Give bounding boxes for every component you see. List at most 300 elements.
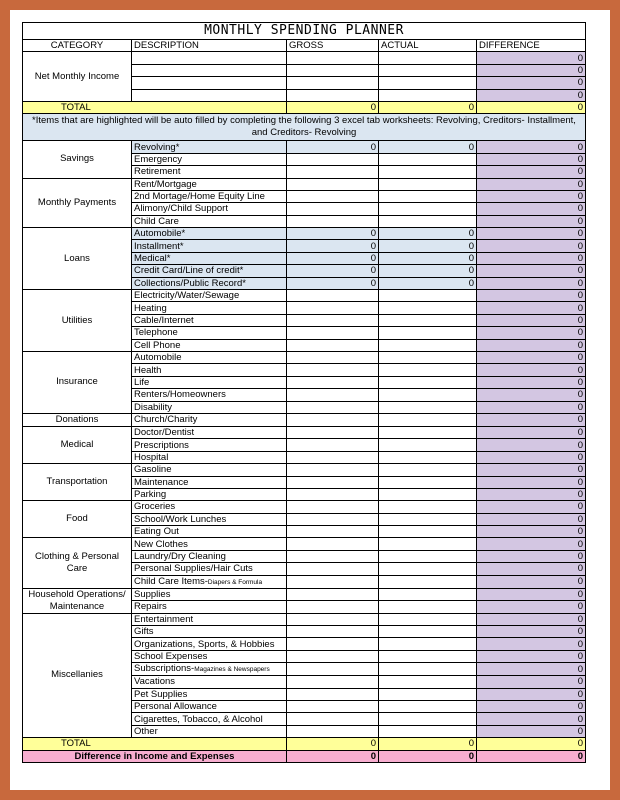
- item-label: Pet Supplies: [134, 688, 188, 700]
- item-label: Cigarettes, Tobacco, & Alcohol: [134, 713, 263, 725]
- expense-row: [23, 588, 586, 601]
- item-actual[interactable]: [379, 426, 477, 438]
- item-description: [132, 203, 287, 215]
- income-row: [23, 52, 586, 64]
- item-description: [132, 700, 287, 712]
- item-difference: 0: [477, 339, 586, 351]
- item-gross[interactable]: [287, 327, 379, 339]
- item-gross[interactable]: [287, 601, 379, 614]
- item-gross[interactable]: [287, 550, 379, 562]
- expense-total-difference: 0: [477, 738, 586, 750]
- income-total-actual: 0: [379, 101, 477, 113]
- income-description-cell[interactable]: [132, 52, 287, 64]
- item-gross[interactable]: [287, 488, 379, 500]
- header-category: CATEGORY: [23, 40, 132, 52]
- item-difference: 0: [477, 178, 586, 190]
- item-description: [132, 277, 287, 289]
- item-gross[interactable]: [287, 700, 379, 712]
- item-description: [132, 688, 287, 700]
- item-difference: 0: [477, 588, 586, 601]
- item-difference: 0: [477, 439, 586, 451]
- item-description: [132, 376, 287, 388]
- item-gross[interactable]: [287, 215, 379, 227]
- item-actual[interactable]: [379, 351, 477, 363]
- item-actual[interactable]: [379, 290, 477, 302]
- header-row: [23, 40, 586, 52]
- item-difference: 0: [477, 676, 586, 688]
- item-description: [132, 228, 287, 240]
- item-actual: 0: [379, 240, 477, 252]
- item-difference: 0: [477, 464, 586, 476]
- item-difference: 0: [477, 526, 586, 538]
- item-gross[interactable]: [287, 588, 379, 601]
- item-gross[interactable]: [287, 650, 379, 662]
- item-gross: 0: [287, 265, 379, 277]
- item-actual[interactable]: [379, 215, 477, 227]
- item-gross[interactable]: [287, 464, 379, 476]
- item-label: Hospital: [134, 451, 169, 463]
- item-actual[interactable]: [379, 376, 477, 388]
- item-gross: 0: [287, 240, 379, 252]
- item-label: Automobile: [134, 352, 182, 364]
- item-difference: 0: [477, 252, 586, 264]
- item-label: Repairs: [134, 601, 167, 613]
- item-description: [132, 364, 287, 376]
- item-difference: 0: [477, 513, 586, 525]
- category-label: Utilities: [23, 290, 132, 352]
- item-actual: 0: [379, 265, 477, 277]
- header-description: DESCRIPTION: [132, 40, 287, 52]
- expense-rows: [23, 141, 586, 738]
- item-actual[interactable]: [379, 364, 477, 376]
- item-label: Church/Charity: [134, 414, 198, 426]
- item-label: Credit Card/Line of credit*: [134, 265, 244, 277]
- item-gross[interactable]: [287, 513, 379, 525]
- item-difference: 0: [477, 215, 586, 227]
- item-difference: 0: [477, 700, 586, 712]
- item-label: Maintenance: [134, 476, 189, 488]
- category-label: Miscellanies: [23, 613, 132, 738]
- item-difference: 0: [477, 277, 586, 289]
- item-description: [132, 265, 287, 277]
- item-difference: 0: [477, 141, 586, 153]
- item-description: [132, 215, 287, 227]
- item-difference: 0: [477, 166, 586, 178]
- item-difference: 0: [477, 601, 586, 614]
- spending-planner-sheet: [22, 22, 585, 763]
- item-gross[interactable]: [287, 401, 379, 413]
- item-difference: 0: [477, 501, 586, 513]
- item-actual: 0: [379, 228, 477, 240]
- income-category: Net Monthly Income: [23, 52, 132, 102]
- item-difference: 0: [477, 240, 586, 252]
- planner-table: [22, 22, 586, 763]
- item-difference: 0: [477, 451, 586, 463]
- item-actual[interactable]: [379, 725, 477, 737]
- income-actual-cell[interactable]: [379, 77, 477, 89]
- item-difference: 0: [477, 563, 586, 575]
- item-label: Rent/Mortgage: [134, 178, 197, 190]
- item-difference: 0: [477, 488, 586, 500]
- item-gross[interactable]: [287, 676, 379, 688]
- item-label: Vacations: [134, 676, 176, 688]
- category-label: Loans: [23, 228, 132, 290]
- item-gross[interactable]: [287, 178, 379, 190]
- item-gross: 0: [287, 228, 379, 240]
- income-total-row: [23, 101, 586, 113]
- item-label: Cable/Internet: [134, 315, 194, 326]
- item-actual[interactable]: [379, 389, 477, 401]
- item-gross[interactable]: [287, 613, 379, 625]
- item-description: [132, 538, 287, 550]
- item-label: Emergency: [134, 153, 183, 165]
- item-description: [132, 526, 287, 538]
- item-difference: 0: [477, 538, 586, 550]
- note-row: [23, 114, 586, 141]
- item-gross[interactable]: [287, 166, 379, 178]
- item-description: [132, 588, 287, 601]
- item-description: [132, 488, 287, 500]
- item-label: Renters/Homeowners: [134, 389, 226, 401]
- income-actual-cell[interactable]: [379, 52, 477, 64]
- item-gross[interactable]: [287, 575, 379, 588]
- item-gross: 0: [287, 277, 379, 289]
- expense-total-gross: 0: [287, 738, 379, 750]
- item-gross[interactable]: [287, 314, 379, 326]
- expense-row: [23, 178, 586, 190]
- expense-row: [23, 141, 586, 153]
- item-sublabel: Magazines & Newspapers: [194, 666, 270, 674]
- item-actual[interactable]: [379, 413, 477, 426]
- final-gross: 0: [287, 750, 379, 762]
- expense-row: [23, 613, 586, 625]
- item-description: [132, 725, 287, 737]
- item-actual[interactable]: [379, 476, 477, 488]
- expense-row: [23, 351, 586, 363]
- item-difference: 0: [477, 327, 586, 339]
- income-description-cell[interactable]: [132, 89, 287, 101]
- income-gross-cell[interactable]: [287, 64, 379, 76]
- category-label: Transportation: [23, 464, 132, 501]
- item-description: [132, 426, 287, 438]
- item-actual[interactable]: [379, 464, 477, 476]
- item-actual[interactable]: [379, 203, 477, 215]
- item-difference: 0: [477, 376, 586, 388]
- item-label: Alimony/Child Support: [134, 203, 228, 215]
- income-difference-cell: 0: [477, 89, 586, 101]
- item-gross: 0: [287, 141, 379, 153]
- item-actual[interactable]: [379, 676, 477, 688]
- item-actual[interactable]: [379, 713, 477, 725]
- item-actual[interactable]: [379, 178, 477, 190]
- item-actual[interactable]: [379, 638, 477, 650]
- item-actual[interactable]: [379, 538, 477, 550]
- item-gross[interactable]: [287, 713, 379, 725]
- category-label: Savings: [23, 141, 132, 178]
- item-difference: 0: [477, 713, 586, 725]
- item-actual[interactable]: [379, 451, 477, 463]
- item-actual[interactable]: [379, 700, 477, 712]
- item-label: 2nd Mortage/Home Equity Line: [134, 191, 265, 203]
- item-description: [132, 501, 287, 513]
- income-description-cell[interactable]: [132, 77, 287, 89]
- item-description: [132, 451, 287, 463]
- item-label: Doctor/Dentist: [134, 427, 195, 439]
- item-difference: 0: [477, 626, 586, 638]
- item-description: [132, 513, 287, 525]
- item-gross[interactable]: [287, 203, 379, 215]
- item-actual[interactable]: [379, 314, 477, 326]
- item-difference: 0: [477, 190, 586, 202]
- final-difference: 0: [477, 750, 586, 762]
- item-description: [132, 351, 287, 363]
- item-difference: 0: [477, 153, 586, 165]
- item-actual[interactable]: [379, 563, 477, 575]
- planner-title: MONTHLY SPENDING PLANNER: [23, 23, 586, 40]
- category-label: Medical: [23, 426, 132, 463]
- category-label: Monthly Payments: [23, 178, 132, 228]
- item-description: [132, 464, 287, 476]
- item-difference: 0: [477, 364, 586, 376]
- final-difference-row: [23, 750, 586, 762]
- item-label: Medical*: [134, 253, 171, 265]
- item-description: [132, 563, 287, 575]
- item-description: [132, 290, 287, 302]
- item-difference: 0: [477, 265, 586, 277]
- item-gross[interactable]: [287, 526, 379, 538]
- item-gross[interactable]: [287, 663, 379, 676]
- item-label: Entertainment: [134, 613, 194, 625]
- item-gross[interactable]: [287, 389, 379, 401]
- item-label: Prescriptions: [134, 439, 189, 451]
- autofill-note: *Items that are highlighted will be auto filled by completing the following 3 excel tab worksheets: Revolving, Creditors- Installment, and Creditors- Revolving: [23, 114, 586, 141]
- item-difference: 0: [477, 302, 586, 314]
- item-actual[interactable]: [379, 327, 477, 339]
- item-description: [132, 413, 287, 426]
- income-total-gross: 0: [287, 101, 379, 113]
- item-gross[interactable]: [287, 501, 379, 513]
- item-description: [132, 302, 287, 314]
- item-label: Automobile*: [134, 228, 186, 240]
- item-label: Laundry/Dry Cleaning: [134, 551, 226, 563]
- item-actual[interactable]: [379, 526, 477, 538]
- item-description: [132, 252, 287, 264]
- item-description: [132, 650, 287, 662]
- item-gross[interactable]: [287, 563, 379, 575]
- category-label: Food: [23, 501, 132, 538]
- expense-row: [23, 228, 586, 240]
- item-gross: 0: [287, 252, 379, 264]
- item-description: [132, 439, 287, 451]
- category-label: Household Operations/ Maintenance: [23, 588, 132, 613]
- item-difference: 0: [477, 725, 586, 737]
- item-actual[interactable]: [379, 663, 477, 676]
- expense-row: [23, 538, 586, 550]
- item-description: [132, 601, 287, 614]
- category-label: Donations: [23, 413, 132, 426]
- income-gross-cell[interactable]: [287, 52, 379, 64]
- item-gross[interactable]: [287, 476, 379, 488]
- item-actual: 0: [379, 141, 477, 153]
- item-difference: 0: [477, 575, 586, 588]
- income-difference-cell: 0: [477, 64, 586, 76]
- item-gross[interactable]: [287, 190, 379, 202]
- item-label: Subscriptions-: [134, 663, 195, 675]
- item-gross[interactable]: [287, 364, 379, 376]
- income-difference-cell: 0: [477, 52, 586, 64]
- item-label: Eating Out: [134, 526, 179, 538]
- item-actual[interactable]: [379, 513, 477, 525]
- item-gross[interactable]: [287, 688, 379, 700]
- item-label: Personal Allowance: [134, 701, 217, 713]
- item-actual[interactable]: [379, 588, 477, 601]
- item-description: [132, 476, 287, 488]
- item-label: Parking: [134, 489, 167, 501]
- item-gross[interactable]: [287, 153, 379, 165]
- income-actual-cell[interactable]: [379, 64, 477, 76]
- item-actual[interactable]: [379, 339, 477, 351]
- item-label: Health: [134, 364, 162, 376]
- item-label: Disability: [134, 401, 173, 413]
- item-actual[interactable]: [379, 439, 477, 451]
- item-description: [132, 613, 287, 625]
- category-label: Insurance: [23, 351, 132, 413]
- item-difference: 0: [477, 650, 586, 662]
- item-label: Cell Phone: [134, 339, 181, 351]
- item-actual[interactable]: [379, 575, 477, 588]
- expense-row: [23, 290, 586, 302]
- item-actual: 0: [379, 277, 477, 289]
- expense-total-row: [23, 738, 586, 750]
- income-difference-cell: 0: [477, 77, 586, 89]
- item-difference: 0: [477, 351, 586, 363]
- item-description: [132, 713, 287, 725]
- item-description: [132, 550, 287, 562]
- item-gross[interactable]: [287, 376, 379, 388]
- item-gross[interactable]: [287, 439, 379, 451]
- item-difference: 0: [477, 413, 586, 426]
- item-description: [132, 141, 287, 153]
- item-gross[interactable]: [287, 413, 379, 426]
- item-gross[interactable]: [287, 302, 379, 314]
- item-actual[interactable]: [379, 601, 477, 614]
- item-actual[interactable]: [379, 650, 477, 662]
- item-difference: 0: [477, 228, 586, 240]
- expense-row: [23, 426, 586, 438]
- item-difference: 0: [477, 688, 586, 700]
- item-actual[interactable]: [379, 166, 477, 178]
- item-label: Life: [134, 376, 150, 388]
- item-actual[interactable]: [379, 401, 477, 413]
- item-label: Gifts: [134, 626, 154, 638]
- item-label: Child Care: [134, 215, 179, 227]
- item-gross[interactable]: [287, 451, 379, 463]
- item-label: Installment*: [134, 240, 184, 252]
- header-gross: GROSS: [287, 40, 379, 52]
- item-description: [132, 626, 287, 638]
- expense-row: [23, 501, 586, 513]
- item-actual[interactable]: [379, 688, 477, 700]
- item-label: Electricity/Water/Sewage: [134, 290, 240, 302]
- item-description: [132, 240, 287, 252]
- item-description: [132, 663, 287, 676]
- item-difference: 0: [477, 476, 586, 488]
- item-description: [132, 339, 287, 351]
- item-gross[interactable]: [287, 638, 379, 650]
- item-actual[interactable]: [379, 302, 477, 314]
- item-description: [132, 575, 287, 588]
- item-actual[interactable]: [379, 613, 477, 625]
- expense-row: [23, 413, 586, 426]
- item-actual[interactable]: [379, 190, 477, 202]
- category-label: Clothing & Personal Care: [23, 538, 132, 588]
- item-difference: 0: [477, 401, 586, 413]
- item-label: Child Care Items-: [134, 575, 208, 587]
- item-label: Gasoline: [134, 464, 172, 476]
- item-sublabel: Diapers & Formula: [207, 578, 263, 586]
- item-label: Other: [134, 725, 158, 737]
- item-gross[interactable]: [287, 626, 379, 638]
- item-actual: 0: [379, 252, 477, 264]
- item-gross[interactable]: [287, 351, 379, 363]
- income-description-cell[interactable]: [132, 64, 287, 76]
- expense-total-label: TOTAL: [23, 738, 287, 750]
- item-actual[interactable]: [379, 626, 477, 638]
- item-description: [132, 190, 287, 202]
- item-description: [132, 153, 287, 165]
- item-gross[interactable]: [287, 339, 379, 351]
- income-actual-cell[interactable]: [379, 89, 477, 101]
- item-label: School Expenses: [134, 650, 208, 662]
- item-difference: 0: [477, 290, 586, 302]
- item-difference: 0: [477, 314, 586, 326]
- item-label: Collections/Public Record*: [134, 277, 246, 289]
- final-actual: 0: [379, 750, 477, 762]
- item-label: Supplies: [134, 588, 171, 600]
- item-label: Retirement: [134, 166, 181, 178]
- item-gross[interactable]: [287, 725, 379, 737]
- item-description: [132, 389, 287, 401]
- item-difference: 0: [477, 613, 586, 625]
- income-gross-cell[interactable]: [287, 89, 379, 101]
- expense-total-actual: 0: [379, 738, 477, 750]
- item-difference: 0: [477, 389, 586, 401]
- item-difference: 0: [477, 203, 586, 215]
- item-gross[interactable]: [287, 290, 379, 302]
- item-label: Heating: [134, 302, 167, 314]
- item-actual[interactable]: [379, 501, 477, 513]
- item-description: [132, 178, 287, 190]
- income-gross-cell[interactable]: [287, 77, 379, 89]
- final-difference-label: Difference in Income and Expenses: [23, 750, 287, 762]
- item-label: School/Work Lunches: [134, 513, 227, 525]
- item-actual[interactable]: [379, 550, 477, 562]
- item-actual[interactable]: [379, 488, 477, 500]
- item-difference: 0: [477, 550, 586, 562]
- item-description: [132, 327, 287, 339]
- header-actual: ACTUAL: [379, 40, 477, 52]
- item-label: Organizations, Sports, & Hobbies: [134, 638, 275, 650]
- item-gross[interactable]: [287, 538, 379, 550]
- item-description: [132, 314, 287, 326]
- item-gross[interactable]: [287, 426, 379, 438]
- item-difference: 0: [477, 663, 586, 676]
- item-description: [132, 638, 287, 650]
- item-label: Groceries: [134, 501, 176, 513]
- item-label: Revolving*: [134, 141, 180, 153]
- item-label: Personal Supplies/Hair Cuts: [134, 563, 253, 575]
- item-actual[interactable]: [379, 153, 477, 165]
